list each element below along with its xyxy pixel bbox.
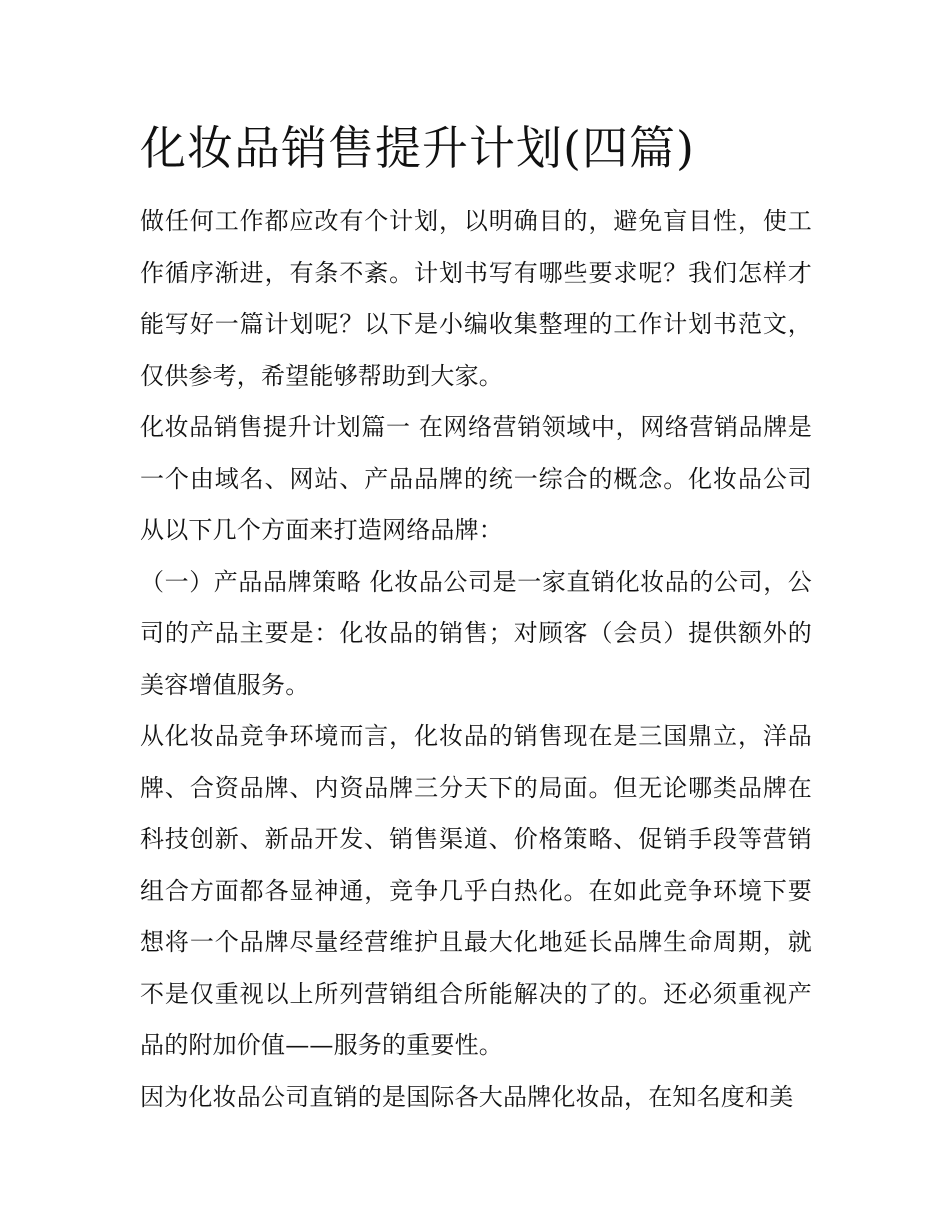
paragraph-plan-one: 化妆品销售提升计划篇一 在网络营销领域中，网络营销品牌是一个由域名、网站、产品品牌的统一综合的概念。化妆品公司从以下几个方面来打造网络品牌： [140, 413, 812, 544]
paragraph-direct-sales: 因为化妆品公司直销的是国际各大品牌化妆品，在知名度和美 [140, 1082, 794, 1111]
paragraph-product-brand-strategy: （一）产品品牌策略 化妆品公司是一家直销化妆品的公司，公司的产品主要是：化妆品的销售；对顾客（会员）提供额外的美容增值服务。 [140, 567, 812, 699]
document-title: 化妆品销售提升计划(四篇) [140, 121, 695, 175]
paragraph-intro: 做任何工作都应改有个计划，以明确目的，避免盲目性，使工作循序渐进，有条不紊。计划书写有哪些要求呢？我们怎样才能写好一篇计划呢？以下是小编收集整理的工作计划书范文，仅供参考，希望能够帮助到大家。 [140, 207, 812, 390]
document-body [140, 196, 812, 1123]
paragraph-competition: 从化妆品竞争环境而言，化妆品的销售现在是三国鼎立，洋品牌、合资品牌、内资品牌三分天下的局面。但无论哪类品牌在科技创新、新品开发、销售渠道、价格策略、促销手段等营销组合方面都各显神通，竞争几乎白热化。在如此竞争环境下要想将一个品牌尽量经营维护且最大化地延长品牌生命周期，就不是仅重视以上所列营销组合所能解决的了的。还必须重视产品的附加价值——服务的重要性。 [140, 722, 812, 1059]
